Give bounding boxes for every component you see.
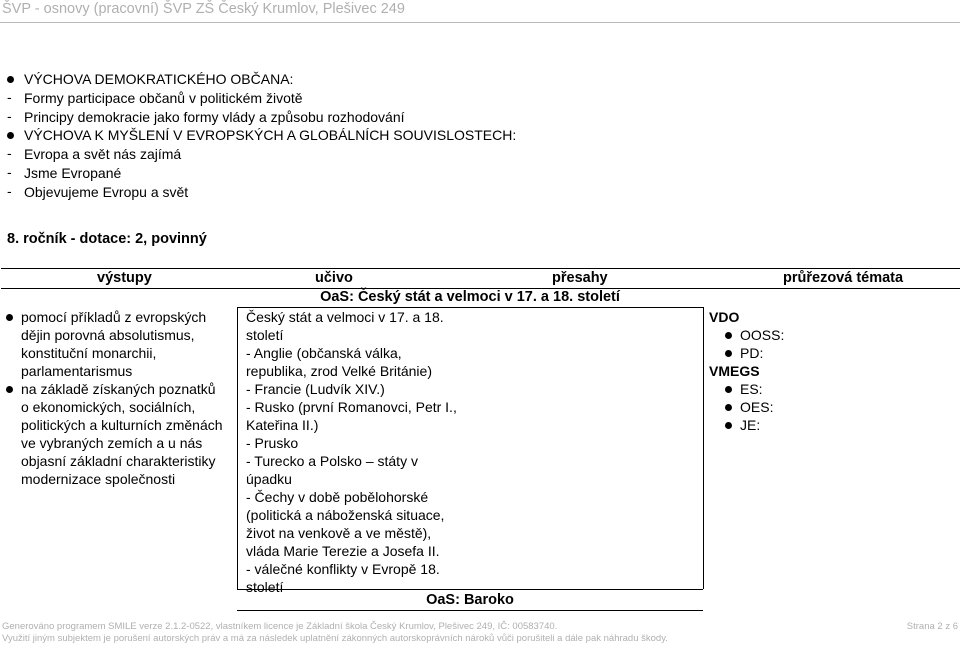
intro-item: VÝCHOVA K MYŠLENÍ V EVROPSKÝCH A GLOBÁLNÍCH SOUVISLOSTECH: xyxy=(24,127,517,143)
dash-marker: - xyxy=(7,108,12,124)
vystupy-line: na základě získaných poznatků xyxy=(21,380,223,398)
ucivo-line: život na venkově a ve městě), xyxy=(246,525,432,541)
vystupy-line: o ekonomických, sociálních, xyxy=(21,399,196,415)
ucivo-line: - válečné konflikty v Evropě 18. xyxy=(246,561,440,577)
ucivo-line: - Rusko (první Romanovci, Petr I., xyxy=(246,399,457,415)
ucivo-line: století xyxy=(246,327,284,343)
intro-item: Formy participace občanů v politickém životě xyxy=(24,90,303,106)
dash-marker: - xyxy=(7,145,12,161)
vystupy-line: konstituční monarchii, xyxy=(21,345,157,361)
intro-item: Evropa a svět nás zajímá xyxy=(24,146,182,162)
header-ucivo: učivo xyxy=(238,269,471,289)
theme-item: ES: xyxy=(740,380,791,398)
theme-item: JE: xyxy=(740,416,791,434)
dash-marker: - xyxy=(7,89,12,105)
vystupy-line: politických a kulturních změnách xyxy=(21,417,223,433)
ucivo-line: - Turecko a Polsko – státy v xyxy=(246,453,418,469)
ucivo-line: - Francie (Ludvík XIV.) xyxy=(246,381,385,397)
ucivo-line: Český stát a velmoci v 17. a 18. xyxy=(246,309,444,325)
ucivo-line: - Prusko xyxy=(246,435,299,451)
vystupy-column xyxy=(21,308,223,488)
section-title: OaS: Baroko xyxy=(237,589,703,611)
column-divider xyxy=(237,307,238,589)
theme-heading: VMEGS xyxy=(709,363,760,379)
ucivo-line: - Čechy v době pobělohorské xyxy=(246,489,429,505)
theme-item: PD: xyxy=(740,344,791,362)
curriculum-table xyxy=(1,268,960,289)
vystupy-line: ve vybraných zemích a u nás xyxy=(21,435,203,451)
footer-copyright: Využití jiným subjektem je porušení autorských práv a má za následek uplatnění zákonných autorskoprávních nároků vůči porušiteli a dále pak náhradu škody. xyxy=(2,633,668,644)
ucivo-line: úpadku xyxy=(246,471,292,487)
header-presahy: přesahy xyxy=(471,269,703,289)
dash-marker: - xyxy=(7,164,12,180)
intro-item: VÝCHOVA DEMOKRATICKÉHO OBČANA: xyxy=(24,71,294,87)
header-title: ŠVP - osnovy (pracovní) ŠVP ZŠ Český Krumlov, Plešivec 249 xyxy=(2,1,405,17)
intro-item: Principy demokracie jako formy vlády a způsobu rozhodování xyxy=(24,109,405,125)
theme-item: OES: xyxy=(740,398,791,416)
ucivo-line: století xyxy=(246,579,284,595)
footer-generated: Generováno programem SMILE verze 2.1.2-0522, vlastníkem licence je Základní škola Český Krumlov, Plešivec 249, IČ: 00583740. xyxy=(2,621,558,632)
header-prurezova: průřezová témata xyxy=(703,269,960,289)
grade-title: 8. ročník - dotace: 2, povinný xyxy=(7,231,207,247)
ucivo-line: republika, zrod Velké Británie) xyxy=(246,363,432,379)
ucivo-line: Kateřina II.) xyxy=(246,417,319,433)
vystupy-line: objasní základní charakteristiky xyxy=(21,453,216,469)
theme-heading: VDO xyxy=(709,309,740,325)
vystupy-line: parlamentarismus xyxy=(21,363,133,379)
dash-marker: - xyxy=(7,183,12,199)
ucivo-line: - Anglie (občanská válka, xyxy=(246,345,402,361)
ucivo-line: (politická a náboženská situace, xyxy=(246,507,445,523)
footer-page-number: Strana 2 z 6 xyxy=(906,621,958,632)
ucivo-line: vláda Marie Terezie a Josefa II. xyxy=(246,543,440,559)
vystupy-line: pomocí příkladů z evropských xyxy=(21,308,223,326)
prurezova-column xyxy=(709,308,785,434)
column-divider xyxy=(703,307,704,589)
intro-item: Objevujeme Evropu a svět xyxy=(24,184,189,200)
ucivo-column xyxy=(246,308,457,596)
page-header xyxy=(0,0,960,23)
header-vystupy: výstupy xyxy=(1,269,238,289)
theme-item: OOSS: xyxy=(740,326,791,344)
vystupy-line: dějin porovná absolutismus, xyxy=(21,327,195,343)
intro-item: Jsme Evropané xyxy=(24,165,122,181)
section-title: OaS: Český stát a velmoci v 17. a 18. století xyxy=(237,288,703,308)
vystupy-line: modernizace společnosti xyxy=(21,471,176,487)
